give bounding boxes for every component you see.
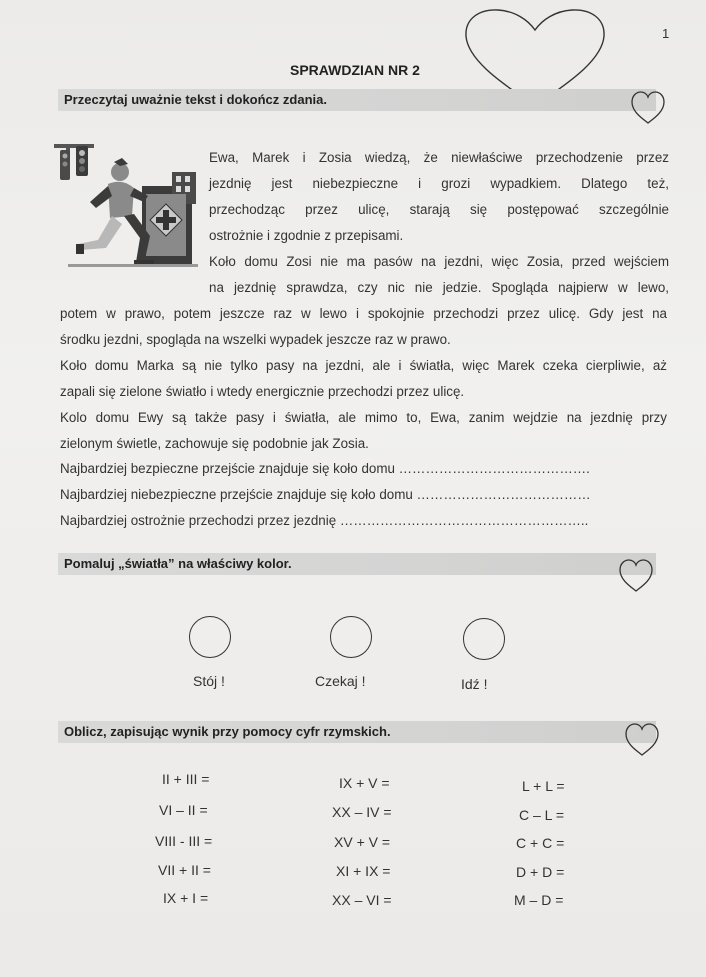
equation[interactable]: C – L = [519,807,565,823]
equation[interactable]: IX + V = [339,775,390,791]
completion-sentence-dangerous[interactable]: Najbardziej niebezpieczne przejście znajduje się koło domu ………………………………… [60,487,591,502]
equation[interactable]: XV + V = [334,834,391,850]
heart-icon [618,558,654,594]
story-line: jezdnię jest niebezpieczne i grozi wypadkiem. Dlatego też, [209,176,669,191]
story-line: środku jezdni, spogląda na wszelki wypadek jeszcze raz w prawo. [60,332,451,347]
light-circle-yellow[interactable] [330,616,372,658]
equation[interactable]: XX – VI = [332,892,392,908]
pedestrian-traffic-illustration-icon [48,136,198,276]
light-label-go: Idź ! [461,676,488,692]
story-line: zielonym świetle, zachowuje się podobnie jak Zosia. [60,436,369,451]
equation[interactable]: XX – IV = [332,804,392,820]
heart-icon [624,722,660,758]
equation[interactable]: XI + IX = [336,863,391,879]
equation[interactable]: VIII - III = [155,833,213,849]
light-circle-green[interactable] [463,618,505,660]
story-line: Ewa, Marek i Zosia wiedzą, że niewłaściwe przechodzenie przez [209,150,669,165]
story-line: przechodząc przez ulicę, starają się postępować szczególnie [209,202,669,217]
equation[interactable]: D + D = [516,864,565,880]
page-title: SPRAWDZIAN NR 2 [290,62,420,78]
equation[interactable]: IX + I = [163,890,209,906]
story-line: na jezdnię sprawdza, czy nic nie jedzie. Spogląda najpierw w lewo, [209,280,669,295]
story-line: Koło domu Marka są nie tylko pasy na jezdni, ale i światła, więc Marek czeka cierpliwie, aż [60,358,667,373]
section1-heading: Przeczytaj uważnie tekst i dokończ zdania. [64,92,327,107]
page-number: 1 [662,26,670,41]
section3-heading: Oblicz, zapisując wynik przy pomocy cyfr rzymskich. [64,724,391,739]
story-line: Koło domu Zosi nie ma pasów na jezdni, więc Zosia, przed wejściem [209,254,669,269]
section1-heading-bar [58,89,656,111]
equation[interactable]: M – D = [514,892,564,908]
equation[interactable]: VII + II = [158,862,211,878]
equation[interactable]: II + III = [162,771,210,787]
equation[interactable]: L + L = [522,778,565,794]
story-line: zapali się zielone światło i wtedy energicznie przechodzi przez ulicę. [60,384,465,399]
section2-heading: Pomaluj „światła” na właściwy kolor. [64,556,292,571]
section2-heading-bar [58,553,656,575]
story-line: Kolo domu Ewy są także pasy i światła, ale mimo to, Ewa, zanim wejdzie na jezdnię przy [60,410,667,425]
story-line: ostrożnie i zgodnie z przepisami. [209,228,404,243]
section3-heading-bar [58,721,656,743]
light-circle-red[interactable] [189,616,231,658]
completion-sentence-safe[interactable]: Najbardziej bezpieczne przejście znajduje się koło domu ……………………………………. [60,461,590,476]
light-label-stop: Stój ! [193,673,225,689]
light-label-wait: Czekaj ! [315,673,366,689]
story-line: potem w prawo, potem jeszcze raz w lewo i spokojnie przechodzi przez ulicę. Gdy jest na [60,306,667,321]
equation[interactable]: C + C = [516,835,565,851]
heart-icon [630,90,666,126]
completion-sentence-careful[interactable]: Najbardziej ostrożnie przechodzi przez jezdnię ……………………………………………….. [60,513,589,528]
equation[interactable]: VI – II = [159,802,208,818]
